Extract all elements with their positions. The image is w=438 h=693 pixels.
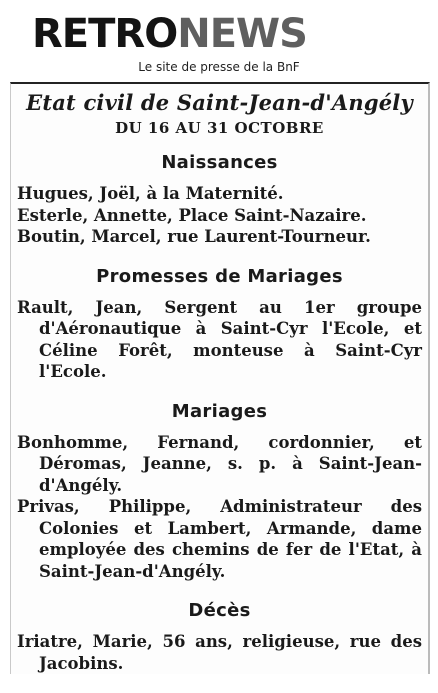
section-heading-promesses: Promesses de Mariages	[96, 265, 343, 287]
marriage-entry: Privas, Philippe, Administrateur des Colonies et Lambert, Armande, dame employée des chemins de fer de l'Etat, à Saint-Jean-d'Angély.	[17, 497, 422, 581]
birth-entry: Boutin, Marcel, rue Laurent-Tourneur.	[17, 227, 371, 246]
logo-news: NEWS	[177, 11, 307, 57]
birth-entry: Hugues, Joël, à la Maternité.	[17, 184, 284, 203]
logo-retro: RETRO	[32, 11, 178, 57]
site-tagline: Le site de presse de la BnF	[138, 60, 300, 74]
article-title: Etat civil de Saint-Jean-d'Angély	[26, 90, 413, 115]
section-heading-deces: Décès	[188, 600, 251, 621]
retronews-logo[interactable]	[32, 10, 307, 58]
section-heading-mariages: Mariages	[171, 400, 268, 422]
banns-entry: Rault, Jean, Sergent au 1er groupe d'Aéronautique à Saint-Cyr l'Ecole, et Céline Forêt, monteuse à Saint-Cyr l'Ecole.	[17, 297, 422, 381]
article-dates: DU 16 AU 31 OCTOBRE	[115, 119, 324, 137]
site-header	[0, 0, 438, 82]
birth-entry: Esterle, Annette, Place Saint-Nazaire.	[17, 205, 367, 225]
death-entry: Iriatre, Marie, 56 ans, religieuse, rue des Jacobins.	[17, 632, 422, 673]
bottom-margin	[0, 674, 438, 693]
marriage-entry: Bonhomme, Fernand, cordonnier, et Déromas, Jeanne, s. p. à Saint-Jean-d'Angély.	[17, 432, 422, 495]
section-heading-naissances: Naissances	[161, 152, 278, 173]
newspaper-clipping	[10, 82, 430, 674]
